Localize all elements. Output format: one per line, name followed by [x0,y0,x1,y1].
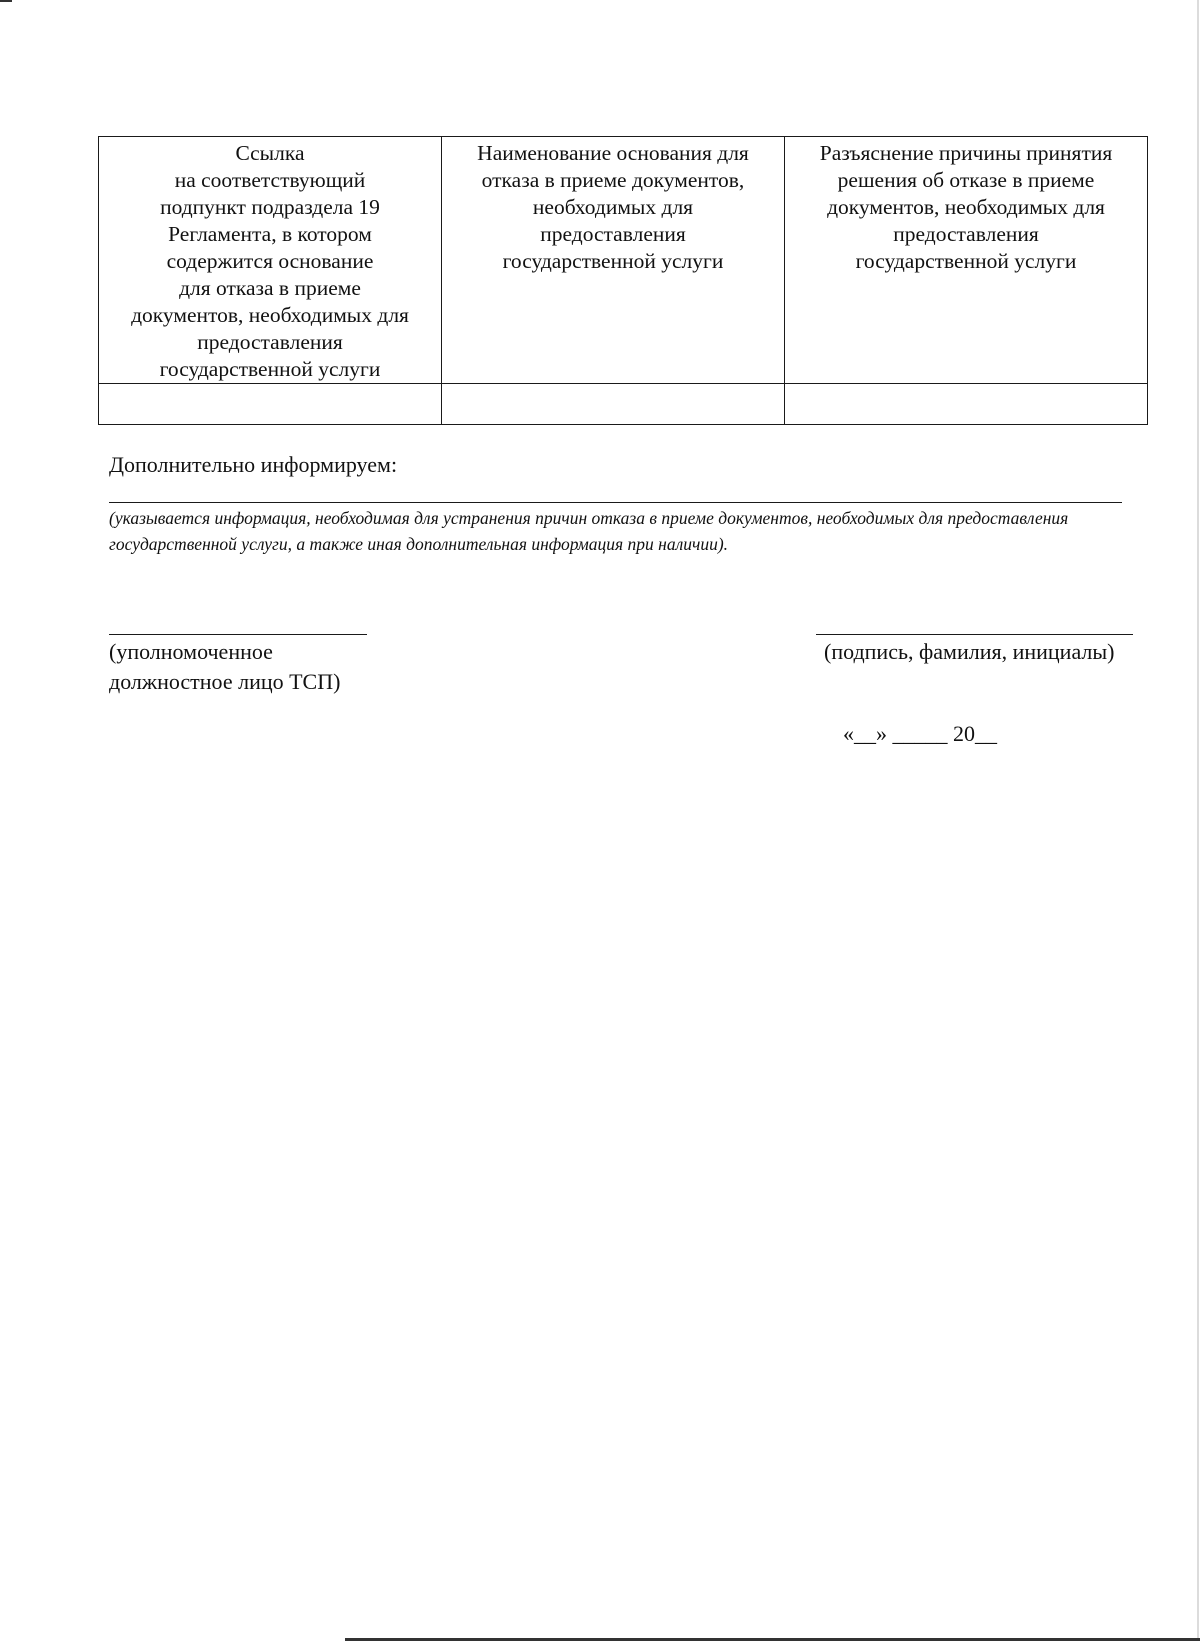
header-text-line: отказа в приеме документов, [481,168,745,192]
header-text-line: государственной услуги [159,357,381,381]
header-text-line: Разъяснение причины принятия [819,141,1113,165]
signature-caption: (подпись, фамилия, инициалы) [824,639,1115,664]
header-cell-refusal-ground-name [442,137,785,384]
header-text-line: содержится основание [166,249,374,273]
header-text-line: Регламента, в котором [168,222,372,246]
header-text-line: на соответствующий [174,168,366,192]
signature-line [816,634,1133,635]
official-caption [109,637,340,697]
additional-info-label: Дополнительно информируем: [109,452,398,477]
header-text-line: предоставления [893,222,1039,246]
header-text-line: документов, необходимых для [131,303,409,327]
header-text-line: государственной услуги [855,249,1077,273]
header-text-line: предоставления [540,222,686,246]
scan-artifact-mark [0,0,12,2]
table-cell [99,384,442,425]
header-text-line: предоставления [197,330,343,354]
official-caption-line: (уполномоченное [109,639,273,664]
table-cell [785,384,1148,425]
additional-info-hint: (указывается информация, необходимая для устранения причин отказа в приеме документов, необходимых для предоставления государственной услуги, а также иная дополнительная информация при наличии). [109,508,1069,554]
header-text-line: для отказа в приеме [179,276,361,300]
header-text-line: документов, необходимых для [827,195,1105,219]
official-caption-line: должностное лицо ТСП) [109,669,341,694]
additional-info-fill-line [109,502,1122,503]
header-text-line: необходимых для [532,195,694,219]
header-cell-regulation-reference [99,137,442,384]
refusal-reasons-table [98,136,1148,425]
scan-artifact-edge-right [1197,0,1199,1641]
table-header-row [99,137,1148,384]
header-text-line: решения об отказе в приеме [837,168,1095,192]
header-text-line: Наименование основания для [477,141,749,165]
header-text-line: Ссылка [235,141,305,165]
header-cell-refusal-explanation [785,137,1148,384]
official-signature-line [109,634,367,635]
date-field: «__» _____ 20__ [843,721,997,746]
header-text-line: подпункт подраздела 19 [160,195,380,219]
header-text-line: государственной услуги [502,249,724,273]
table-row [99,384,1148,425]
table-cell [442,384,785,425]
